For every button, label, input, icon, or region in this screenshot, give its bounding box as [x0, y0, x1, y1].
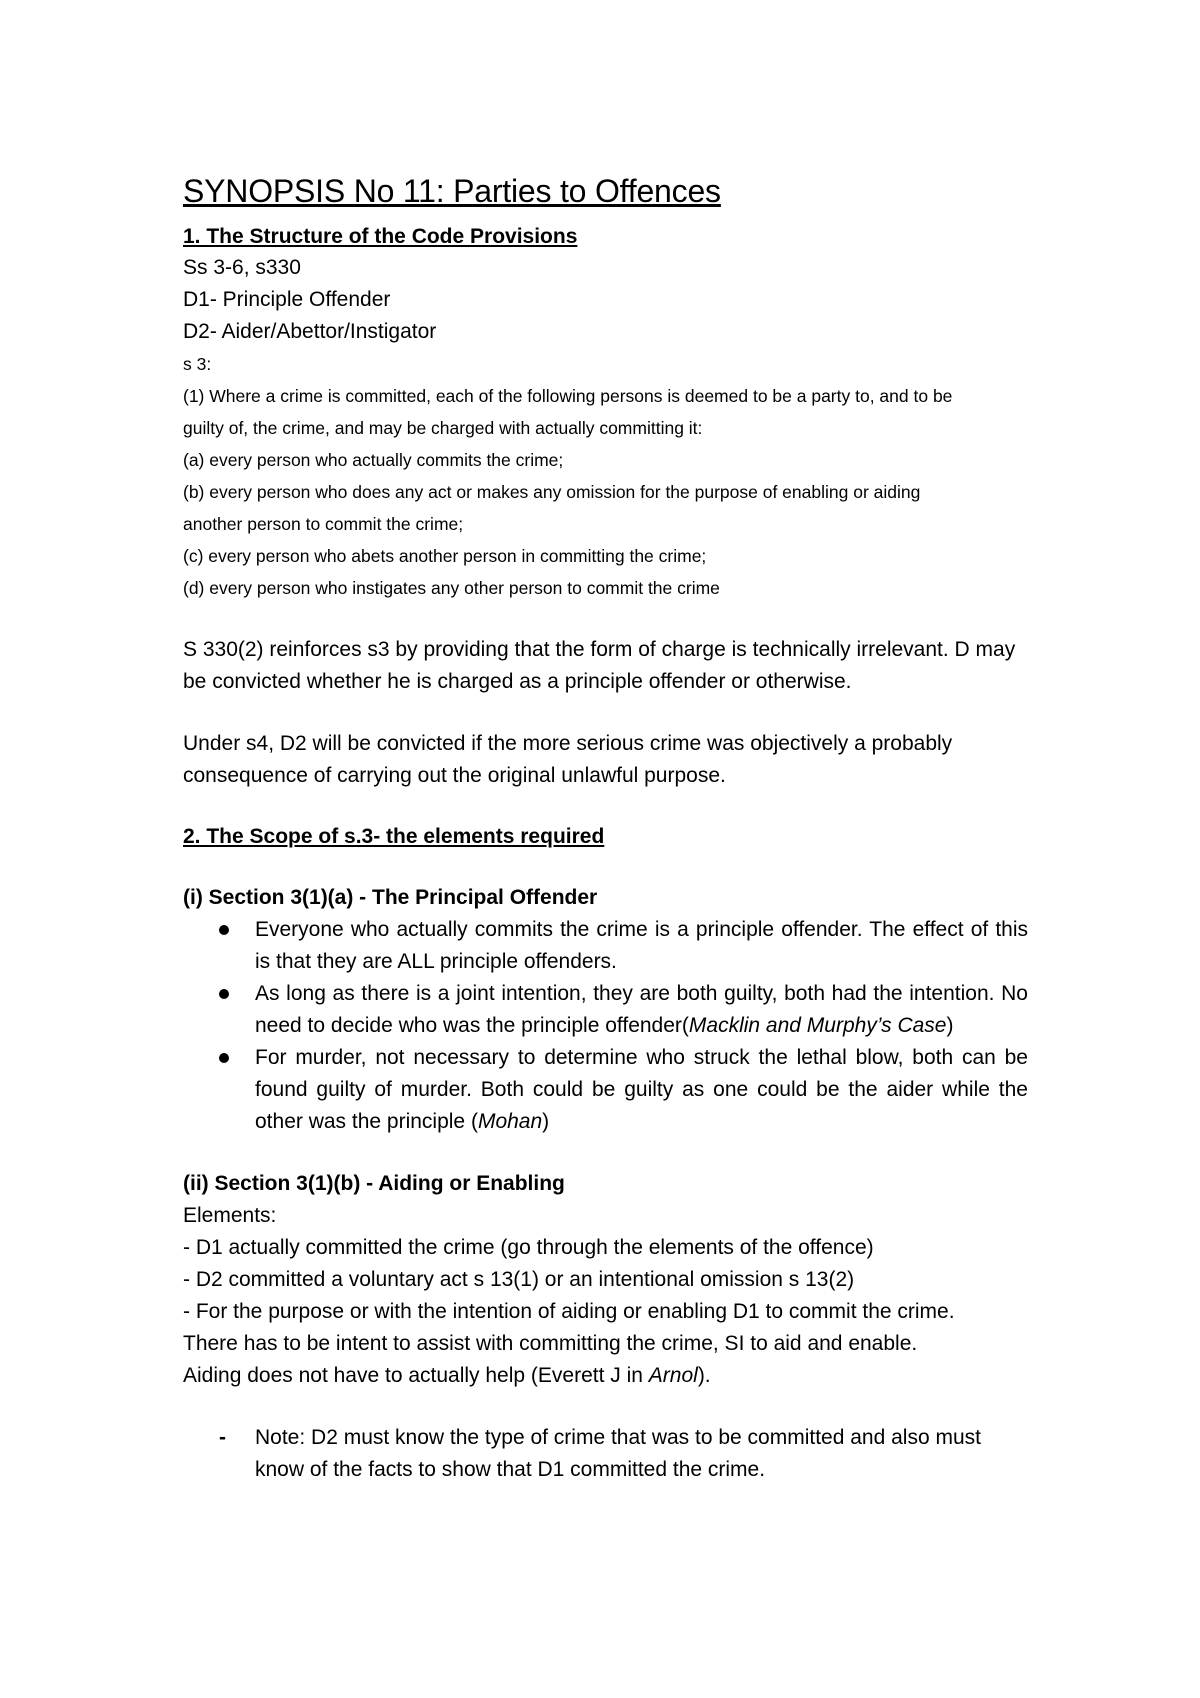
- section-1-line: Ss 3-6, s330: [183, 256, 301, 279]
- case-name: Arnol: [648, 1364, 698, 1387]
- case-name: Macklin and Murphy’s Case: [688, 1014, 947, 1037]
- subsection-ii-heading: (ii) Section 3(1)(b) - Aiding or Enabling: [183, 1172, 565, 1195]
- note-text: Note: D2 must know the type of crime that was to be committed and also must know of the facts to show that D1 committed the crime.: [255, 1426, 981, 1481]
- s3-text-line: guilty of, the crime, and may be charged with actually committing it:: [183, 418, 703, 438]
- aiding-line-text: Aiding does not have to actually help (Everett J in: [183, 1364, 649, 1387]
- s3-text-line: (1) Where a crime is committed, each of the following persons is deemed to be a party to, and to be: [183, 386, 953, 406]
- principal-offender-bullets: [183, 914, 1028, 1138]
- spacer: [183, 792, 1028, 822]
- elements-label: Elements:: [183, 1204, 277, 1227]
- s3-text-line: (b) every person who does any act or makes any omission for the purpose of enabling or aiding: [183, 482, 921, 502]
- document-title: SYNOPSIS No 11: Parties to Offences: [183, 173, 721, 209]
- bullet-item: [183, 914, 1028, 978]
- elements-line: - D1 actually committed the crime (go through the elements of the offence): [183, 1236, 874, 1259]
- bullet-item: [183, 1042, 1028, 1138]
- spacer: [183, 852, 1028, 882]
- bullet-dot-icon: [219, 1053, 229, 1063]
- bullet-text: For murder, not necessary to determine who struck the lethal blow, both can be found guilty of murder. Both could be guilty as one could be the aider while the other was the principle (: [255, 1046, 1028, 1133]
- bullet-dot-icon: [219, 925, 229, 935]
- paragraph-s330: S 330(2) reinforces s3 by providing that the form of charge is technically irrelevant. D may be convicted whether he is charged as a principle offender or otherwise.: [183, 638, 1016, 693]
- aiding-line: [183, 1360, 1028, 1392]
- bullet-text: As long as there is a joint intention, they are both guilty, both had the intention. No need to decide who was the principle offender(: [255, 982, 1028, 1037]
- bullet-text: Everyone who actually commits the crime is a principle offender. The effect of this is that they are ALL principle offenders.: [255, 918, 1028, 973]
- bullet-dot-icon: [219, 989, 229, 999]
- spacer: [183, 604, 1028, 634]
- s3-text-line: another person to commit the crime;: [183, 514, 464, 534]
- paragraph-s4: Under s4, D2 will be convicted if the more serious crime was objectively a probably consequence of carrying out the original unlawful purpose.: [183, 732, 953, 787]
- s3-text-line: (d) every person who instigates any other person to commit the crime: [183, 578, 720, 598]
- bullet-item: [183, 978, 1028, 1042]
- dash-marker: -: [219, 1426, 226, 1449]
- elements-line: There has to be intent to assist with committing the crime, SI to aid and enable.: [183, 1332, 918, 1355]
- s3-label: s 3:: [183, 354, 212, 374]
- elements-line: - For the purpose or with the intention of aiding or enabling D1 to commit the crime.: [183, 1300, 955, 1323]
- s3-text-line: (c) every person who abets another person in committing the crime;: [183, 546, 707, 566]
- bullet-text-end: ): [542, 1110, 550, 1133]
- section-1-line: D2- Aider/Abettor/Instigator: [183, 320, 437, 343]
- spacer: [183, 698, 1028, 728]
- section-2-heading: 2. The Scope of s.3- the elements required: [183, 825, 605, 848]
- spacer: [183, 1392, 1028, 1422]
- section-1-heading: 1. The Structure of the Code Provisions: [183, 225, 578, 248]
- subsection-i-heading: (i) Section 3(1)(a) - The Principal Offender: [183, 886, 598, 909]
- elements-line: - D2 committed a voluntary act s 13(1) or an intentional omission s 13(2): [183, 1268, 855, 1291]
- note-item: [183, 1422, 1028, 1486]
- bullet-text-end: ): [946, 1014, 954, 1037]
- case-name: Mohan: [477, 1110, 543, 1133]
- section-1-line: D1- Principle Offender: [183, 288, 391, 311]
- s3-text-line: (a) every person who actually commits the crime;: [183, 450, 564, 470]
- aiding-line-end: ).: [697, 1364, 711, 1387]
- spacer: [183, 1138, 1028, 1168]
- document-content: [183, 172, 1028, 1486]
